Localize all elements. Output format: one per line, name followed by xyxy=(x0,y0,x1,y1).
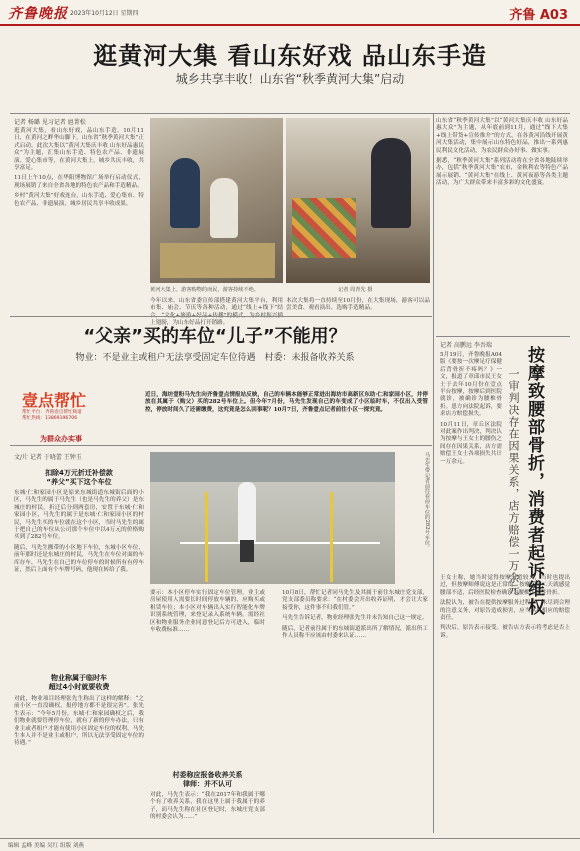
newspaper-logo: 齐鲁晚报 xyxy=(8,6,68,22)
story2-col1-b: 对此，物业项目经理张先生称出了这样的解释：“之前小区一直没确权，报停地方都不是很完善”。张先生表示：“今年5月份，东城·仁和家园确权之后，我们物业就要管理停车位，就有了新的停车办法，只有业主或者租户才能有使用小区固定车位的权利，马先生本人并不是业主或租户，所以无法享受固定车位的待遇。” xyxy=(14,696,144,747)
story1-col4: 今年以来，山东省委宣传部搭建黄河大集平台，利用市集、庙会、节庆等各种活动，通过“线上+线下”结 上翅膀，为山东好品打开销路。 xyxy=(150,298,283,327)
subheading: “养父”买下这个车位 xyxy=(46,478,112,486)
section-label: 齐鲁 A03 xyxy=(509,8,568,23)
market-table xyxy=(160,243,275,278)
help-contact xyxy=(22,410,82,422)
paragraph: 法院认为，被告在提供按摩服务过程中，未尽到合理的注意义务，对原告造成损害，应当承担相应的赔偿责任。 xyxy=(440,600,570,622)
paragraph: 10月11日，章丘区法院对此案作出判决，判决认为按摩与王女士的腰伤之间存在因果关系，店方需赔偿王女士各项损失共计一万余元。 xyxy=(440,421,502,465)
column-divider xyxy=(433,113,434,833)
byline-story1: 记者 杨璐 见习记者 扈菁松 xyxy=(14,119,86,126)
woven-bags xyxy=(292,198,356,258)
paragraph: 山东省“秋季黄河大集”以“黄河大集庆丰收 山东好品惠大众”为主题，从年底前到11月，通过“线下大集+线上带货+宣传推介”的方式，在各黄河沿线开展黄河大集活动，集中展示山东特色好品，推出一系列惠民利民文化活动，为农民群众办好事、做实事。 xyxy=(436,118,568,154)
story2-lede: 近日，海坊壹粉马先生向齐鲁壹点情报站反映，自己的车辆本能够正常进出海坊市高新区东助·仁和家园小区，并停放在其属于（购父）买的282号车位上。但今年7月份，马先生发现自己的车变成了小区临时车，不仅出入受管控，停放时间久了还需缴费，这究竟是怎么回事呢？10月7日，齐鲁壹点记者前往小区一探究竟。 xyxy=(145,392,428,413)
byline-story3: 记者 高鹏远 李吾瑞 xyxy=(440,342,492,349)
photo-caption: 黄河大集上，游客购物的而民，游客持续不绝。 xyxy=(150,287,259,293)
help-hotline: 帮忙热线：13869196706 xyxy=(22,416,78,421)
divider xyxy=(10,113,570,114)
person-figure xyxy=(210,178,238,238)
help-logo: 壹点帮忙 xyxy=(22,391,87,410)
story2-col2: 要示：本小区停车实行固定车位管理，业主或房屋使用人需要长时间停放车辆的，应购买或租赁车位；本小区对车辆出入实行智能化车牌识别系统管理，来登记录入系统车辆，需经社区和物业服务企业同意登记后方可进入，临时车收费标准…… xyxy=(150,590,265,634)
photo-credit: 记者 周青先 摄 xyxy=(338,287,373,293)
subheading: 扣除4万元折迁补偿款 xyxy=(45,469,113,477)
person-figure xyxy=(371,138,411,228)
headline-story1: 逛黄河大集 看山东好戏 品山东手造 xyxy=(93,42,487,70)
person-figure xyxy=(170,158,200,228)
subheading: 物业称属于临时车 xyxy=(51,674,107,682)
parking-line xyxy=(205,492,208,582)
paragraph: 5月19日，齐鲁晚报A04版《要按一次摩足疗保健后背骨折不疼吗？》一文，报道了章邱市民王女士于去年10月份在壹点平台按摩，按摩后到医院就诊，被确诊为腰椎骨折。患方向法院起诉，要求店方赔偿损失。 xyxy=(440,352,502,418)
subhead-story3: 一审判决存在因果关系，店方赔偿一万余元 xyxy=(507,368,520,596)
editor-credits: 编辑 孟峰 美编 吴红 组版 刘燕 xyxy=(8,843,85,849)
story2-col1 xyxy=(14,490,144,574)
ceiling xyxy=(150,452,395,482)
paragraph: 10月8日，帮忙记者同马先生及其属于前往东城庄党支部，党支部委员称要求：“在村委会开出收养证明，才会让大家接受你，这件事不归我们管。” xyxy=(282,590,428,611)
paragraph: 判决后，原告表示接受。被告店方表示将考虑是否上诉。 xyxy=(440,625,570,639)
story2-col2-b: 对此，马先生表示：“我在2017年和我属于哪个有了收养关系，我在这里上属于我属于的养子，而马先生称在社区登记时，东城庄党支部的村委会认为……” xyxy=(150,792,265,821)
paragraph: 马先生告诉记者，物业经理张先生并未告知自己这一规定。 xyxy=(282,615,428,622)
help-platform: 帮忙平台：齐鲁壹点帮忙频道 xyxy=(22,410,82,415)
paragraph: 乡村“黄河大集”好戏连台，山东手造、爱心集市、特色农产品、非遗展演，城乡居民共享丰收成果。 xyxy=(14,193,144,207)
paragraph: 随后，记者前往属于的东城街道派出所了解情况，派出所工作人员称不应该由村委来认证…… xyxy=(282,625,428,640)
story3-col1 xyxy=(440,352,502,466)
subheading: 超过4小时就要收费 xyxy=(48,683,110,691)
help-slogan: 为群众办实事 xyxy=(40,434,82,443)
paragraph: 随后，马先生搬带的小区地下车位，东城小区车位，前年那时还是东城庄的村民，马先生在车位对面的车库存车，马先生在自己的车位停车的时候所有有停车证，然后上面有个车牌号码，他现在转给了我。 xyxy=(14,544,144,574)
paragraph: 逛黄河大集，看山东好戏，品山东手造。10月11日，在黄河之畔华山脚下，山东省“秋季黄河大集”正式启动。此次大集以“黄河大集庆丰收 山东好品惠民众”为主题，汇集山东手造、特色农产品、非遗展演、爱心集市等，在黄河大集上，城乡共庆丰收，共享富足。 xyxy=(14,128,144,172)
masthead xyxy=(0,0,580,26)
person-figure xyxy=(238,482,256,542)
dateline: 2023年10月12日 星期四 xyxy=(70,10,139,17)
photo-handicrafts xyxy=(286,118,430,283)
divider xyxy=(10,445,432,446)
story1-col5 xyxy=(436,118,568,188)
paragraph: 11日上午10点，在华阳博物馆广场举行启动仪式，现场展销了来自全省各地的特色农产品和手造精品。 xyxy=(14,175,144,189)
photo-caption: 马先生带记者前往看停车位的282号车位。 xyxy=(424,452,430,551)
help-column-badge xyxy=(22,388,122,446)
headline-story2: “父亲”买的车位“儿子”不能用？ xyxy=(83,326,347,347)
parking-line xyxy=(330,492,333,582)
divider xyxy=(436,336,570,337)
photo-parking-space xyxy=(150,452,395,584)
subheading: 村委称应报备收养关系 xyxy=(172,771,243,779)
story1-col3: 本次大集将一直持续至10月份，在大集现场，游客可以品尝美食、观看演出、选购手造精品。 xyxy=(286,298,430,312)
headline-story3: 按摩致腰部骨折，消费者起诉维权 xyxy=(524,346,544,616)
story1-col1 xyxy=(14,128,144,208)
person-figure xyxy=(240,540,254,562)
paragraph: 东城·仁和家园小区是原来东城街道东城街后面的小区，马先生的属于马先生（也是马先生的养父）是东城庄的村民，折迁后分到两套房，安置于东城·仁和家园小区，马先生的属于是东城·仁和家园小区的村民，马先生买的车位就在这个小区，当时马先生的属于把自己的车位从公司那个车位中以4万元的价格购买到了282号车位。 xyxy=(14,490,144,541)
divider xyxy=(10,316,432,317)
page-footer xyxy=(0,838,580,851)
paragraph: 王女士称，她当时觉得按摩力道较大，当时也提出过，但按摩师傅说这是正常的。按摩后第二天就感觉腰部不适，后经医院检查确诊为腰椎压缩性骨折。 xyxy=(440,575,570,596)
byline-story2: 文/片 记者 于晓蕾 王钟玉 xyxy=(14,454,82,461)
paragraph: 据悉，“秋季黄河大集”系列活动将在全省各地陆续举办，包括“秋季黄河大集”农市，金秋利农等特色产品展示展销、“黄河大集”在线上、黄河夜游等各类主题活动，为广大群众带来丰富多彩的文化盛宴。 xyxy=(436,158,568,187)
subhead-story1: 城乡共享丰收！山东省“秋季黄河大集”启动 xyxy=(175,72,405,86)
subhead-story2: 物业：不是业主或租户无法享受固定车位待遇 村委：未报备收养关系 xyxy=(75,353,355,363)
story2-col3 xyxy=(282,590,428,640)
subheading: 律师：并不认可 xyxy=(183,780,232,788)
story3-col2 xyxy=(440,575,570,640)
parking-line xyxy=(180,542,380,544)
photo-market-stall xyxy=(150,118,283,283)
